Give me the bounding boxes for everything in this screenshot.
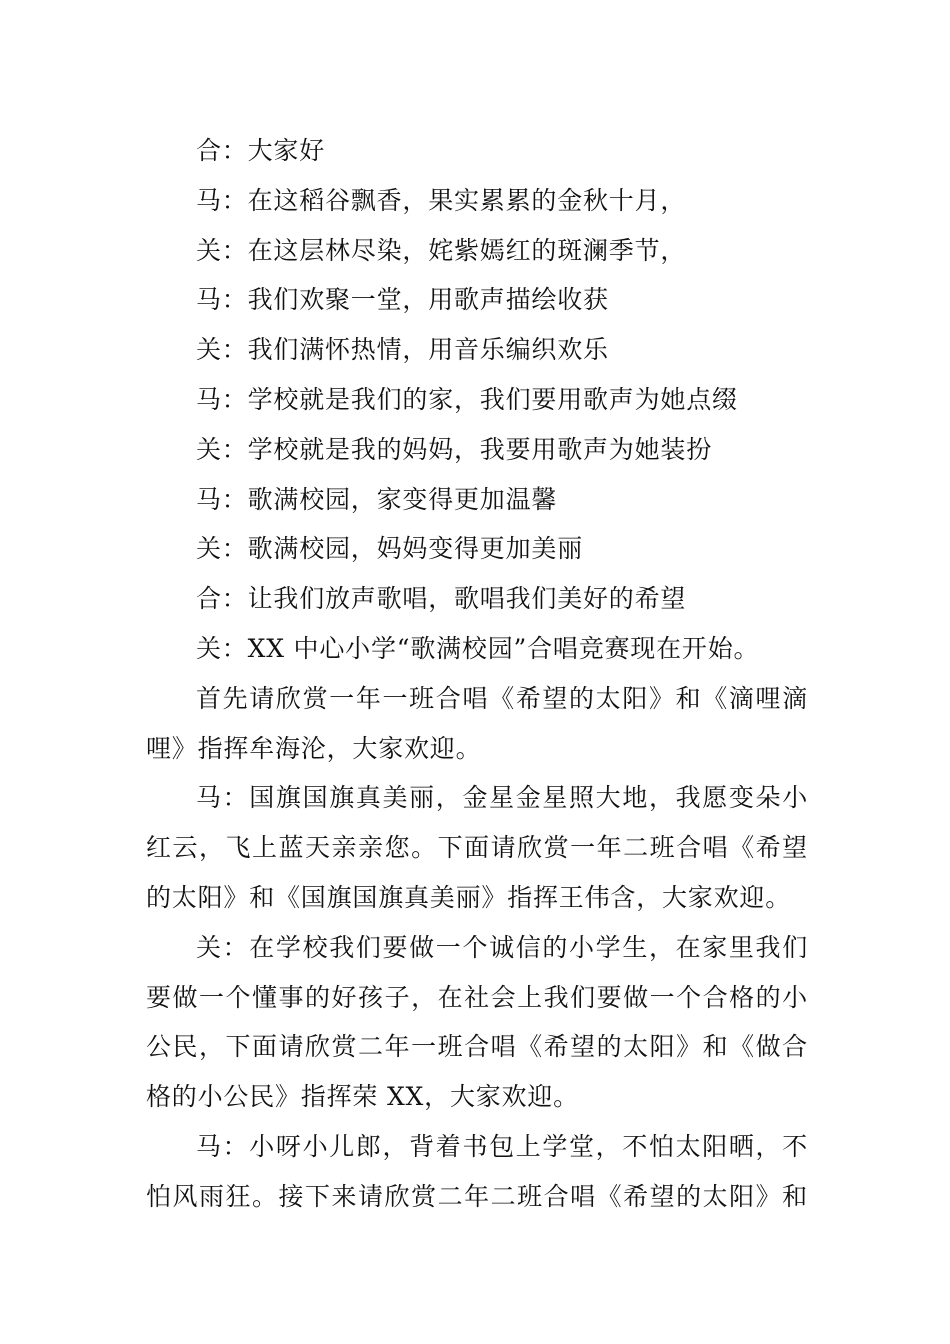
document-body [146,126,808,1222]
paragraph-line: 公民，下面请欣赏二年一班合唱《希望的太阳》和《做合 [146,1032,808,1062]
paragraph-line: 的太阳》和《国旗国旗真美丽》指挥王伟含，大家欢迎。 [146,882,792,912]
paragraph-line: 马：我们欢聚一堂，用歌声描绘收获 [196,285,609,315]
paragraph-line: 哩》指挥牟海沦，大家欢迎。 [146,733,482,763]
paragraph-line: 马：在这稻谷飘香，果实累累的金秋十月， [196,185,687,215]
paragraph-line: 怕风雨狂。接下来请欣赏二年二班合唱《希望的太阳》和 [146,1181,808,1211]
paragraph-line: 马：国旗国旗真美丽，金星金星照大地，我愿变朵小 [196,783,808,813]
paragraph-line: 关：XX 中心小学“歌满校园”合唱竞赛现在开始。 [196,633,760,663]
paragraph-line: 马：歌满校园，家变得更加温馨 [196,484,558,514]
paragraph-line: 关：学校就是我的妈妈，我要用歌声为她装扮 [196,434,713,464]
paragraph-line: 马：学校就是我们的家，我们要用歌声为她点缀 [196,384,738,414]
paragraph-line: 首先请欣赏一年一班合唱《希望的太阳》和《滴哩滴 [196,683,808,713]
paragraph-line: 格的小公民》指挥荣 XX，大家欢迎。 [146,1082,579,1112]
paragraph-line: 关：在学校我们要做一个诚信的小学生，在家里我们 [196,932,808,962]
paragraph-line: 关：在这层林尽染，姹紫嫣红的斑澜季节， [196,235,687,265]
paragraph-line: 关：我们满怀热情，用音乐编织欢乐 [196,335,609,365]
paragraph-line: 合：大家好 [196,136,326,165]
paragraph-line: 要做一个懂事的好孩子，在社会上我们要做一个合格的小 [146,982,808,1012]
paragraph-line: 关：歌满校园，妈妈变得更加美丽 [196,534,584,564]
paragraph-line: 马：小呀小儿郎，背着书包上学堂，不怕太阳晒，不 [196,1131,808,1161]
paragraph-line: 红云，飞上蓝天亲亲您。下面请欣赏一年二班合唱《希望 [146,833,808,863]
paragraph-line: 合：让我们放声歌唱，歌唱我们美好的希望 [196,584,687,614]
